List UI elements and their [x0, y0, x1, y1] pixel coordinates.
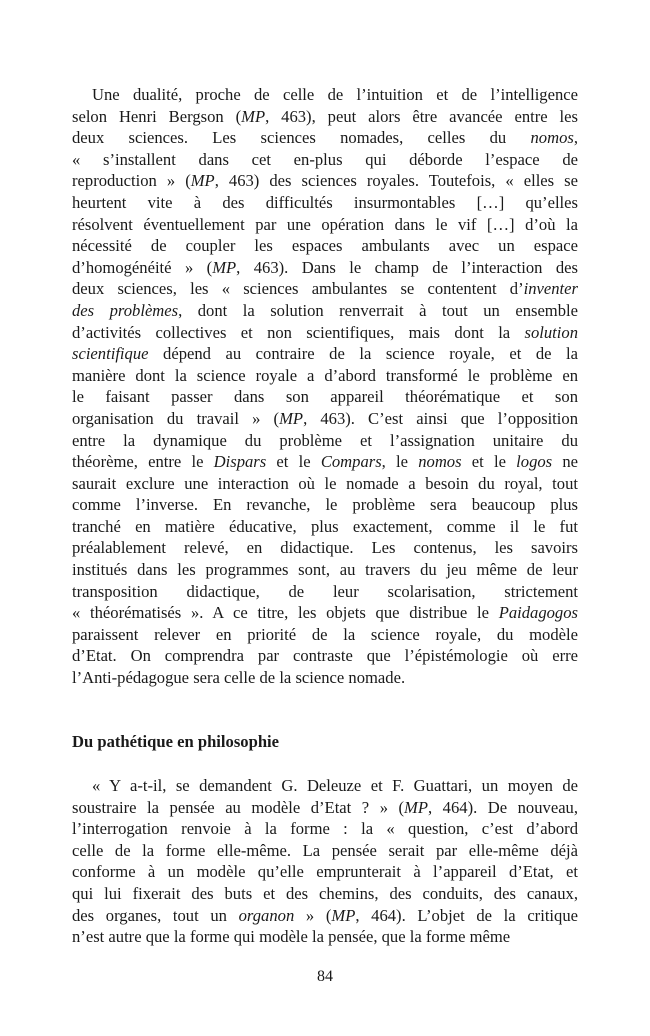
- text-line: deux sciences, les « sciences ambulantes se contentent d’inventer: [72, 279, 578, 299]
- text-line: des problèmes, dont la solution renverrait à tout un ensemble: [72, 300, 578, 320]
- italic-term: solution: [524, 322, 578, 342]
- text-line: l’interrogation renvoie à la forme : la « question, c’est d’abord: [72, 819, 578, 839]
- italic-term: nomos: [530, 128, 574, 148]
- italic-term: inventer: [523, 279, 578, 299]
- text-line: tranché en matière éducative, plus exactement, comme il le fut: [72, 516, 578, 536]
- text-line: Une dualité, proche de celle de l’intuition et de l’intelligence: [92, 85, 578, 104]
- text-line: deux sciences. Les sciences nomades, celles du nomos,: [72, 128, 578, 148]
- page-number: 84: [317, 968, 333, 985]
- text-line: selon Henri Bergson (MP, 463), peut alors être avancée entre les: [72, 106, 578, 126]
- text-line: celle de la forme elle-même. La pensée serait par elle-même déjà: [72, 840, 578, 860]
- italic-term: nomos: [418, 452, 462, 472]
- paragraph-deleuze-guattari: [72, 775, 578, 948]
- text-line: n’est autre que la forme qui modèle la pensée, que la forme même: [72, 927, 511, 947]
- text-line: scientifique dépend au contraire de la science royale, et de la: [72, 344, 578, 364]
- italic-term: organon: [238, 905, 295, 925]
- text-line: conforme à un modèle qu’elle emprunterait à l’appareil d’Etat, et: [72, 862, 578, 882]
- text-line: d’homogénéité » (MP, 463). Dans le champ de l’interaction des: [72, 257, 579, 277]
- italic-term: MP: [279, 408, 304, 428]
- italic-term: logos: [516, 452, 553, 472]
- text-line: des organes, tout un organon » (MP, 464). L’objet de la critique: [72, 905, 579, 925]
- text-line: entre la dynamique du problème et l’assignation unitaire du: [72, 430, 578, 450]
- text-line: d’activités collectives et non scientifiques, mais dont la solution: [72, 322, 578, 342]
- text-line: institués dans les programmes sont, au travers du jeu même de leur: [72, 560, 578, 580]
- italic-term: MP: [212, 257, 237, 277]
- text-line: heurtent vite à des difficultés insurmontables […] qu’elles: [72, 192, 578, 212]
- text-line: l’Anti-pédagogue sera celle de la science nomade.: [72, 668, 406, 688]
- text-line: nécessité de coupler les espaces ambulants avec un espace: [72, 236, 578, 256]
- section-heading: Du pathétique en philosophie: [72, 732, 280, 751]
- text-line: transposition didactique, de leur scolarisation, strictement: [72, 581, 578, 601]
- italic-term: MP: [241, 106, 266, 126]
- text-line: reproduction » (MP, 463) des sciences royales. Toutefois, « elles se: [72, 171, 578, 191]
- text-line: d’Etat. On comprendra par contraste que l’épistémologie où erre: [72, 646, 578, 666]
- text-line: manière dont la science royale a d’abord transformé le problème en: [72, 365, 578, 385]
- text-line: organisation du travail » (MP, 463). C’est ainsi que l’opposition: [72, 408, 578, 428]
- italic-term: Dispars: [213, 452, 267, 472]
- italic-term: Paidagogos: [498, 603, 578, 623]
- text-line: le faisant passer dans son appareil théorématique et son: [72, 387, 578, 407]
- italic-term: scientifique: [72, 344, 149, 364]
- text-line: « s’installent dans cet en-plus qui déborde l’espace de: [72, 149, 578, 169]
- paragraph-intuition-intelligence: [72, 84, 578, 689]
- italic-term: MP: [190, 171, 215, 191]
- text-line: « Y a-t-il, se demandent G. Deleuze et F. Guattari, un moyen de: [92, 776, 578, 795]
- text-line: saurait exclure une interaction où le nomade a besoin du royal, tout: [72, 473, 578, 493]
- text-line: paraissent relever en priorité de la science royale, du modèle: [72, 624, 578, 644]
- text-line: théorème, entre le Dispars et le Compars, le nomos et le logos ne: [72, 452, 578, 472]
- text-line: préalablement relevé, en didactique. Les contenus, les savoirs: [72, 538, 578, 558]
- text-line: comme l’inverse. En revanche, le problème sera beaucoup plus: [72, 495, 578, 515]
- text-line: qui lui fixerait des buts et des chemins, des conduits, des canaux,: [72, 883, 578, 903]
- italic-term: des problèmes: [72, 300, 179, 320]
- italic-term: MP: [331, 905, 356, 925]
- text-line: « théorématisés ». A ce titre, les objets que distribue le Paidagogos: [72, 603, 578, 623]
- text-line: résolvent éventuellement par une opération dans le vif […] d’où la: [72, 214, 578, 234]
- italic-term: Compars: [320, 452, 382, 472]
- text-line: soustraire la pensée au modèle d’Etat ? » (MP, 464). De nouveau,: [72, 797, 579, 817]
- italic-term: MP: [404, 797, 429, 817]
